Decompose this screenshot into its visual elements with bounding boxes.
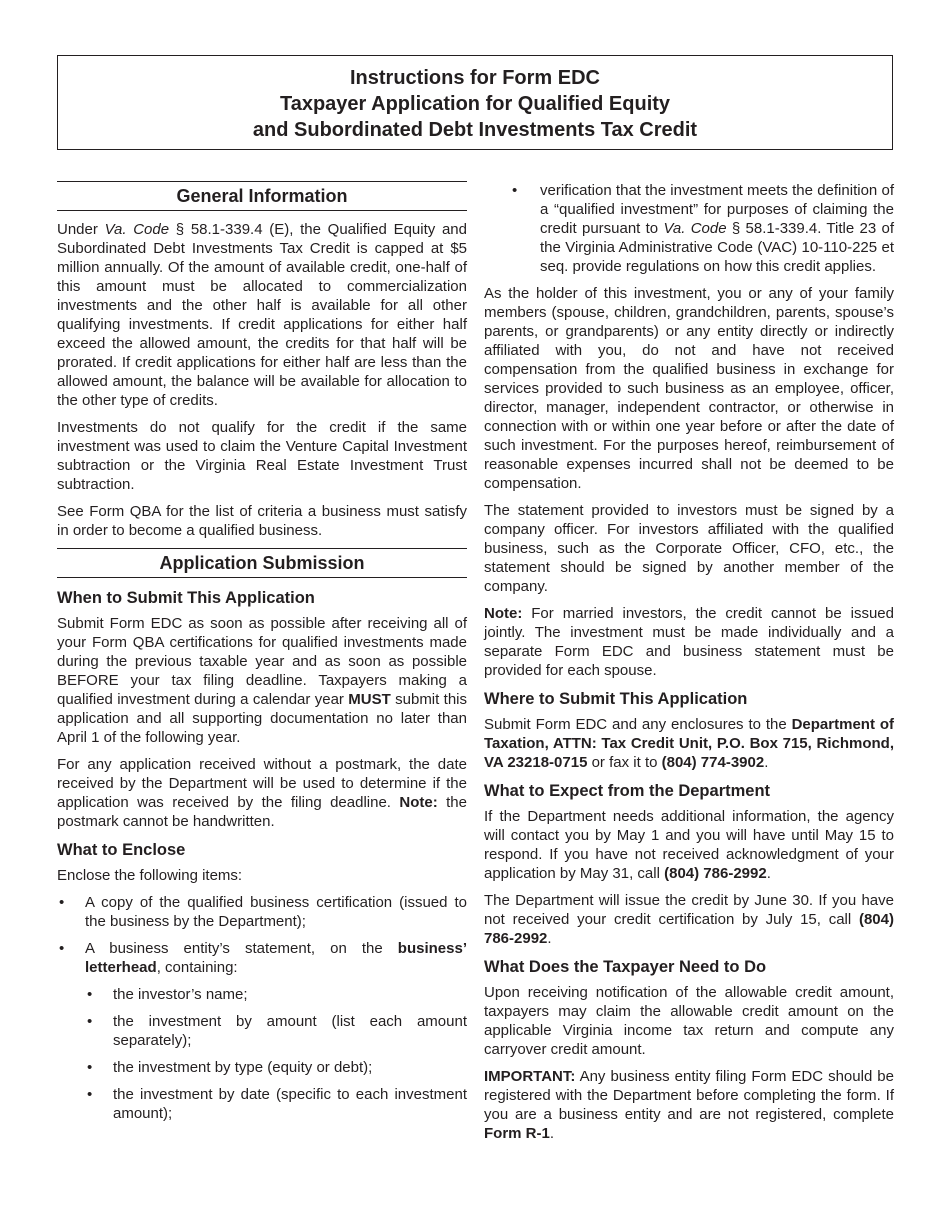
text-run: Submit Form EDC as soon as possible after receiving all of your Form QBA certifications for qualified investments made during the previous taxable year and as soon as possible BEFORE your tax filing deadline. Taxpayers making a qualified investment during a calendar year (57, 615, 467, 708)
paragraph (484, 284, 894, 493)
text-run: As the holder of this investment, you or any of your family members (spouse, children, grandchildren, parents, spouse’s parents, or grandparents) or any entity directly or indirectly affiliated with you, do not and have not received compensation from the qualified business in exchange for services provided to such business as an employee, officer, director, manager, independent contractor, or otherwise in connection with or within one year before or after the date of such investment. For the purposes hereof, reimbursement of reasonable expenses incurred shall not be deemed to be compensation. (484, 285, 894, 492)
paragraph (57, 418, 467, 494)
paragraph (484, 1067, 894, 1143)
bold-text: MUST (348, 691, 391, 708)
left-column (57, 181, 467, 1131)
list-item (85, 1085, 467, 1123)
bold-text: business’ letterhead (85, 940, 467, 976)
paragraph (484, 983, 894, 1059)
paragraph (484, 501, 894, 596)
text-run: verification that the investment meets the definition of a “qualified investment” for purposes of claiming the credit pursuant to (540, 182, 894, 237)
bold-text: Note: (399, 794, 438, 811)
list-item (484, 181, 894, 276)
text-run: the investor’s name; (113, 986, 248, 1003)
sub-bullet-list (57, 985, 467, 1123)
title-box (57, 55, 893, 150)
text-run: A copy of the qualified business certification (issued to the business by the Department); (85, 894, 467, 930)
paragraph (57, 614, 467, 747)
text-run: If the Department needs additional information, the agency will contact you by May 1 and you will have until May 15 to respond. If you have not received acknowledgment of your application by May 31, call (484, 808, 894, 882)
list-item (85, 1012, 467, 1050)
list-item (85, 1058, 467, 1077)
subsection-heading: What to Enclose (57, 841, 186, 859)
bold-text: Department of Taxation, ATTN: Tax Credit Unit, P.O. Box 715, Richmond, VA 23218-0715 (484, 716, 894, 771)
paragraph (57, 502, 467, 540)
bold-text: Note: (484, 605, 523, 622)
list-item (85, 985, 467, 1004)
text-run: . (764, 754, 769, 771)
section-heading: Application Submission (57, 548, 467, 578)
text-run: , containing: (156, 959, 238, 976)
text-run: Any business entity filing Form EDC should be registered with the Department before completing the form. If you are a business entity and are not registered, complete (484, 1068, 894, 1123)
text-run: § 58.1-339.4 (E), the Qualified Equity and Subordinated Debt Investments Tax Credit is capped at $5 million annually. Of the amount of available credit, one-half of this amount must be allocated to commercialization investments and the other half is available for all other qualifying investments. If credit applications for either half exceed the allowed amount, the credits for that half will be prorated. If credit applications for either half are less than the allowed amount, the balance will be available for allocation to the other type of credits. (57, 221, 467, 409)
subsection-heading: What to Expect from the Department (484, 782, 771, 800)
paragraph (484, 891, 894, 948)
text-run: The Department will issue the credit by June 30. If you have not received your credit certification by July 15, call (484, 892, 894, 928)
text-run: For married investors, the credit cannot be issued jointly. The investment must be made individually and a separate Form EDC and business statement must be provided for each spouse. (484, 605, 894, 679)
text-run: . (547, 930, 552, 947)
text-run: § 58.1-339.4. Title 23 of the Virginia Administrative Code (VAC) 10-110-225 et seq. provide regulations on how this credit applies. (540, 220, 894, 275)
paragraph (57, 755, 467, 831)
text-run: the investment by type (equity or debt); (113, 1059, 373, 1076)
paragraph (57, 866, 467, 885)
text-run: the investment by amount (list each amount separately); (113, 1013, 467, 1049)
text-run: Investments do not qualify for the credit if the same investment was used to claim the Venture Capital Investment subtraction or the Virginia Real Estate Investment Trust subtraction. (57, 419, 467, 493)
text-run: Submit Form EDC and any enclosures to the (484, 716, 792, 733)
bold-text: (804) 786-2992 (664, 865, 767, 882)
text-run: . (766, 865, 771, 882)
subsection-heading: When to Submit This Application (57, 589, 315, 607)
italic-text: Va. Code (663, 220, 727, 237)
text-run: For any application received without a postmark, the date received by the Department will be used to determine if the application was received by the filing deadline. (57, 756, 467, 811)
bold-text: (804) 774-3902 (661, 754, 765, 771)
list-item (57, 939, 467, 977)
text-run: . (549, 1125, 555, 1142)
bullet-list (57, 893, 467, 1123)
title-line-1: Instructions for Form EDC (349, 67, 600, 89)
bold-text: IMPORTANT: (484, 1068, 576, 1085)
text-run: A business entity’s statement, on the (85, 940, 398, 957)
list-item (57, 893, 467, 931)
italic-text: Va. Code (104, 221, 170, 238)
paragraph (57, 220, 467, 410)
section-heading: General Information (57, 181, 467, 211)
text-run: The statement provided to investors must be signed by a company officer. For investors affiliated with the qualified business, such as the Corporate Officer, CFO, etc., the statement should be signed by another member of the company. (484, 502, 894, 595)
text-run: Under (57, 221, 105, 238)
title-line-3: and Subordinated Debt Investments Tax Credit (252, 119, 698, 141)
paragraph (484, 715, 894, 772)
text-run: or fax it to (587, 754, 662, 771)
text-run: Enclose the following items: (57, 867, 243, 884)
text-run: Upon receiving notification of the allowable credit amount, taxpayers may claim the allowable credit amount on the applicable Virginia income tax return and compute any carryover credit amount. (484, 984, 894, 1058)
title-line-2: Taxpayer Application for Qualified Equity (279, 93, 671, 115)
subsection-heading: What Does the Taxpayer Need to Do (484, 958, 767, 976)
subsection-heading: Where to Submit This Application (484, 690, 748, 708)
text-run: See Form QBA for the list of criteria a business must satisfy in order to become a qualified business. (57, 503, 467, 539)
text-run: the postmark cannot be handwritten. (57, 794, 467, 830)
right-column (484, 181, 894, 1151)
paragraph (484, 604, 894, 680)
text-run: the investment by date (specific to each investment amount); (113, 1086, 467, 1122)
bold-text: Form R-1 (484, 1125, 550, 1142)
sub-bullet-list (484, 181, 894, 276)
text-run: submit this application and all supporting documentation no later than April 1 of the following year. (57, 691, 468, 746)
paragraph (484, 807, 894, 883)
bold-text: (804) 786-2992 (484, 911, 894, 947)
